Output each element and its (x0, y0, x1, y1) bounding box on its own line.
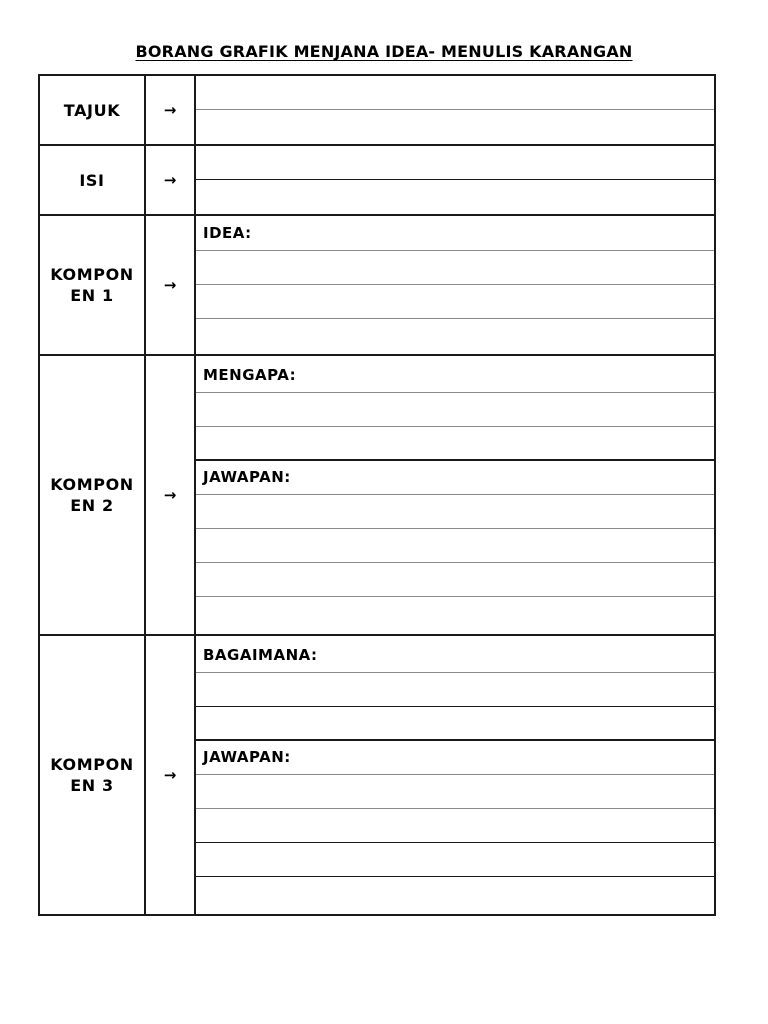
komponen-2-arrow-icon (145, 355, 195, 635)
writing-line[interactable] (196, 393, 714, 427)
arrow-right-icon: → (163, 276, 177, 294)
mengapa-prompt-label: MENGAPA: (203, 366, 297, 384)
komponen-3-label-cell (39, 635, 145, 915)
komponen-1-label-cell (39, 215, 145, 355)
idea-prompt-line[interactable] (196, 217, 714, 251)
writing-line[interactable] (196, 707, 714, 741)
writing-line[interactable] (196, 427, 714, 461)
komponen-1-arrow-icon (145, 215, 195, 355)
writing-line[interactable] (196, 563, 714, 597)
jawapan-prompt-label: JAWAPAN: (203, 748, 291, 766)
writing-line[interactable] (196, 775, 714, 809)
isi-label-cell (39, 145, 145, 215)
komponen-3-writing-area[interactable] (195, 635, 715, 915)
komponen-1-label-line1: KOMPON (50, 265, 134, 284)
writing-line[interactable] (196, 809, 714, 843)
arrow-right-icon: → (163, 486, 177, 504)
komponen-1-writing-area[interactable] (195, 215, 715, 355)
writing-line[interactable] (196, 597, 714, 631)
tajuk-label: TAJUK (63, 100, 121, 120)
row-tajuk (39, 75, 715, 145)
bagaimana-prompt-label: BAGAIMANA: (203, 646, 318, 664)
tajuk-writing-area[interactable] (195, 75, 715, 145)
row-isi (39, 145, 715, 215)
komponen-3-arrow-icon (145, 635, 195, 915)
komponen-3-label-line1: KOMPON (50, 755, 134, 774)
writing-line[interactable] (196, 146, 714, 180)
komponen-2-label-line1: KOMPON (50, 475, 134, 494)
writing-line[interactable] (196, 843, 714, 877)
komponen-2-label-line2: EN 2 (70, 496, 114, 515)
arrow-right-icon: → (163, 101, 177, 119)
writing-line[interactable] (196, 529, 714, 563)
writing-line[interactable] (196, 495, 714, 529)
bagaimana-prompt-line[interactable] (196, 639, 714, 673)
isi-arrow-icon (145, 145, 195, 215)
mengapa-prompt-line[interactable] (196, 359, 714, 393)
document-title: BORANG GRAFIK MENJANA IDEA- MENULIS KARANGAN (135, 42, 633, 61)
tajuk-label-cell (39, 75, 145, 145)
komponen-1-label-line2: EN 1 (70, 286, 114, 305)
row-komponen-3 (39, 635, 715, 915)
komponen-2-writing-area[interactable] (195, 355, 715, 635)
row-komponen-2 (39, 355, 715, 635)
writing-line[interactable] (196, 76, 714, 110)
komponen-2-label-cell (39, 355, 145, 635)
idea-prompt-label: IDEA: (203, 224, 252, 242)
tajuk-arrow-icon (145, 75, 195, 145)
komponen-3-label-line2: EN 3 (70, 776, 114, 795)
writing-line[interactable] (196, 110, 714, 144)
arrow-right-icon: → (163, 171, 177, 189)
jawapan-prompt-label: JAWAPAN: (203, 468, 291, 486)
writing-line[interactable] (196, 673, 714, 707)
idea-form-table (38, 74, 716, 916)
isi-writing-area[interactable] (195, 145, 715, 215)
writing-line[interactable] (196, 180, 714, 214)
isi-label: ISI (79, 170, 105, 190)
writing-line[interactable] (196, 285, 714, 319)
writing-line[interactable] (196, 877, 714, 911)
arrow-right-icon: → (163, 766, 177, 784)
jawapan-prompt-line[interactable] (196, 461, 714, 495)
writing-line[interactable] (196, 251, 714, 285)
row-komponen-1 (39, 215, 715, 355)
jawapan-prompt-line[interactable] (196, 741, 714, 775)
writing-line[interactable] (196, 319, 714, 353)
